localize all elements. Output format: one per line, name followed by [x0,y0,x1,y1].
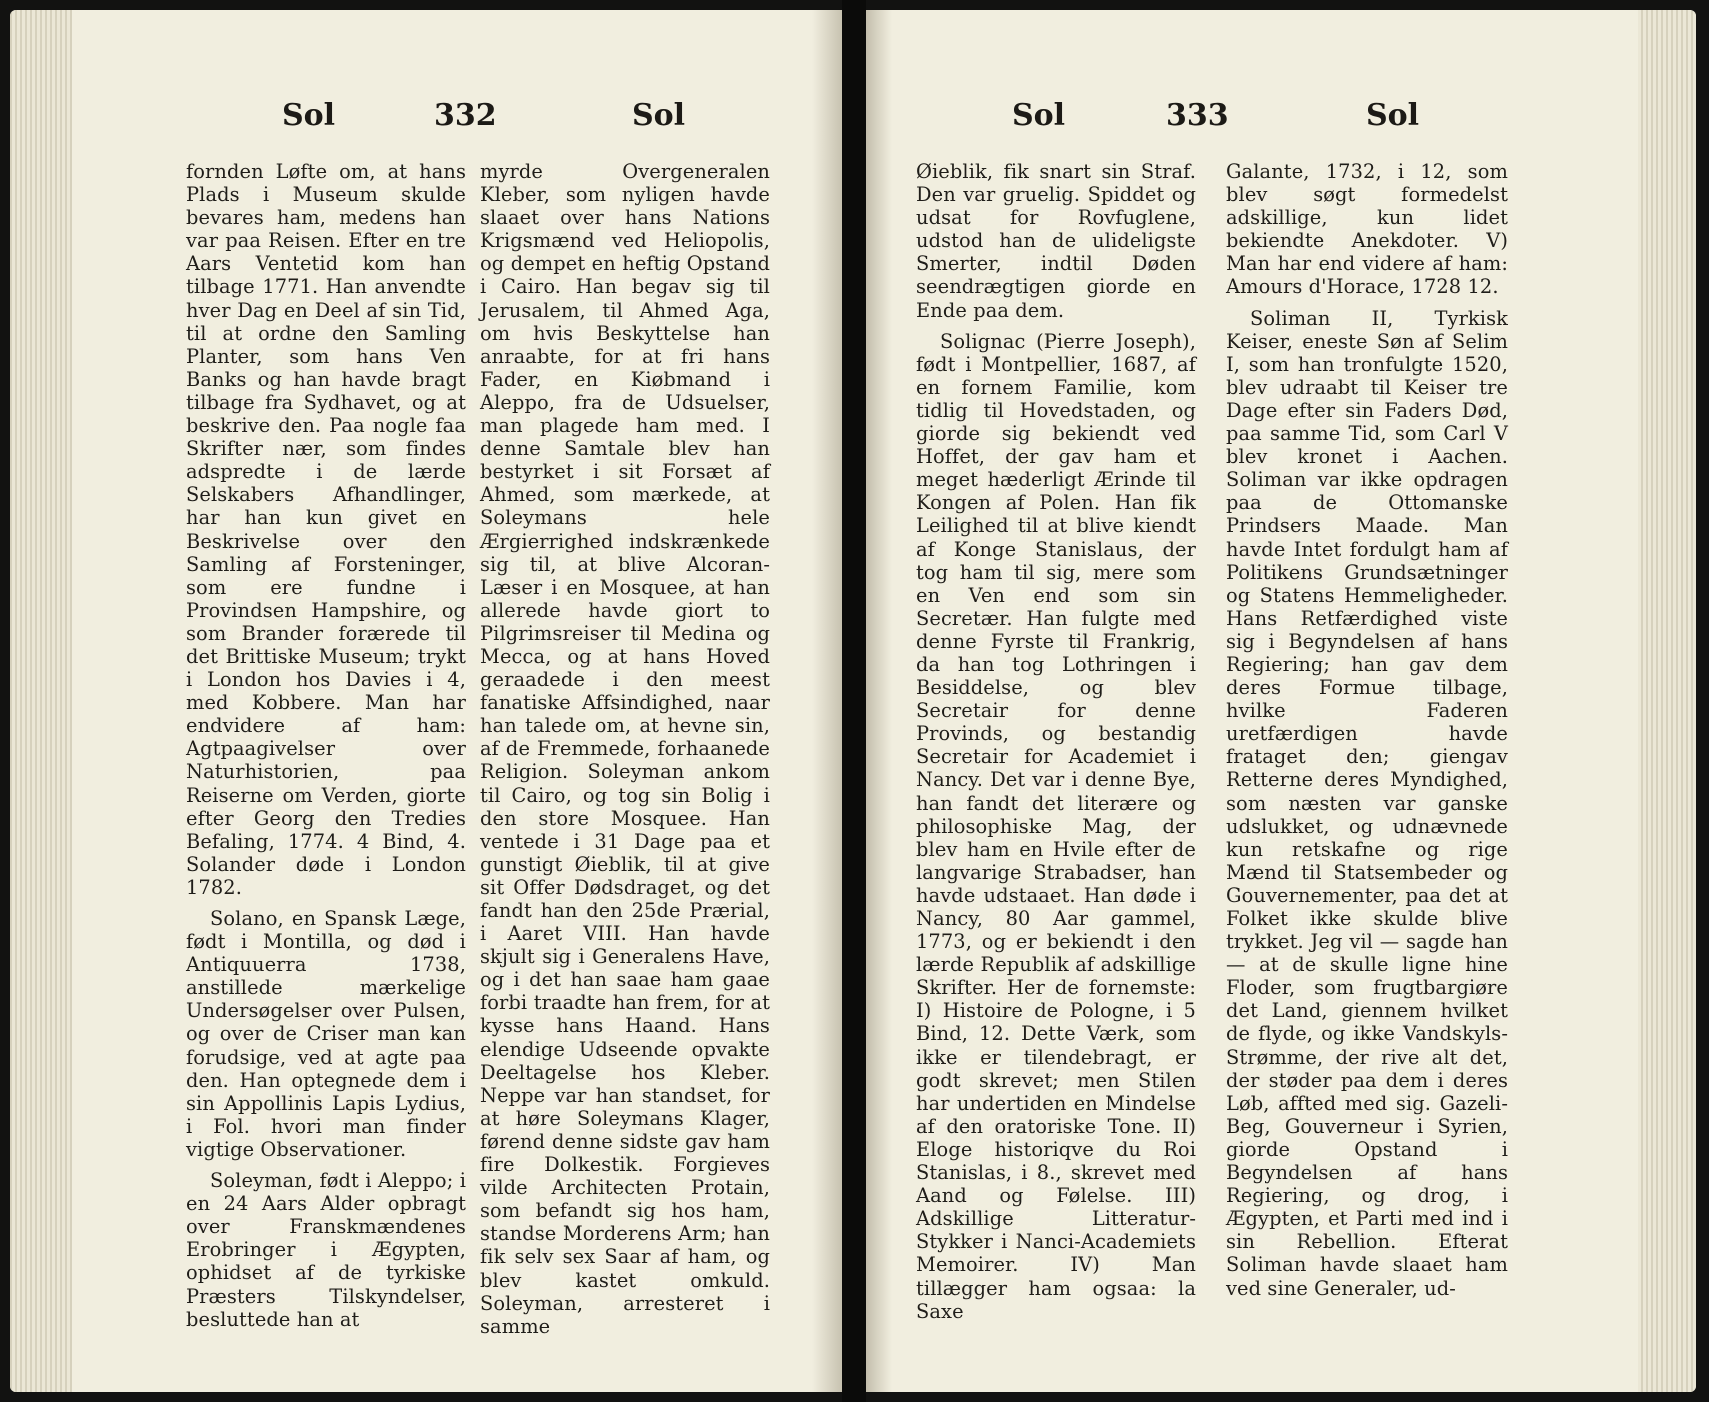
left-page-column-2 [480,160,770,1346]
entry-soliman: Soliman II, Tyrkisk Keiser, eneste Søn af Selim I, som han tronfulgte 1520, blev udraabt til Keiser tre Dage efter sin Faders Død, paa samme Tid, som Carl V blev kronet i Aachen. Soliman var ikke opdragen paa de Ottomanske Prindsers Maade. Man havde Intet fordulgt ham af Politikens Grundsætninger og Statens Hemmeligheder. Hans Retfærdighed viste sig i Begyndelsen af hans Regiering; han gav dem deres Formue tilbage, hvilke Faderen uretfærdigen havde frataget den; giengav Retterne deres Myndighed, som næsten var ganske udslukket, og udnævnede kun retskafne og rige Mænd til Statsembeder og Gouvernementer, paa det at Folket ikke skulde blive trykket. Jeg vil — sagde han — at de skulle ligne hine Floder, som frugtbargiøre det Land, giennem hvilket de flyde, og ikke Vandskyls-Strømme, der rive alt det, der støder paa dem i deres Løb, affted med sig. Gazeli-Beg, Gouverneur i Syrien, giorde Opstand i Begyndelsen af hans Regiering, og drog, i Ægypten, et Parti med ind i sin Rebellion. Efterat Soliman havde slaaet ham ved sine Generaler, ud- [1226,306,1508,1300]
right-page-header [866,98,1696,148]
running-head-left: Sol [1012,98,1066,133]
entry-solignac: Solignac (Pierre Joseph), født i Montpellier, 1687, af en fornem Familie, kom tidlig til Hovedstaden, og giorde sig bekiendt ved Hoffet, der gav ham et meget hæderligt Ærinde til Kongen af Polen. Han fik Leilighed til at blive kiendt af Konge Stanislaus, der tog ham til sig, mere som en Ven end som sin Secretær. Han fulgte med denne Fyrste til Frankrig, da han tog Lothringen i Besiddelse, og blev Secretair for denne Provinds, og bestandig Secretair for Academiet i Nancy. Det var i denne Bye, han fandt det literære og philosophiske Mag, der blev ham en Hvile efter de langvarige Strabadser, han havde udstaaet. Han døde i Nancy, 80 Aar gammel, 1773, og er bekiendt i den lærde Republik af adskillige Skrifter. Her de fornemste: I) Histoire de Pologne, i 5 Bind, 12. Dette Værk, som ikke er tilendebragt, er godt skrevet; men Stilen har undertiden en Mindelse af den oratoriske Tone. II) Eloge historiqve du Roi Stanislas, i 8., skrevet med Aand og Følelse. III) Adskillige Litteratur-Stykker i Nanci-Academiets Memoirer. IV) Man tillægger ham ogsaa: la Saxe [916,329,1196,1323]
paragraph: fornden Løfte om, at hans Plads i Museum skulde bevares ham, medens han var paa Reisen. Efter en tre Aars Ventetid kom han tilbage 1771. Han anvendte hver Dag en Deel af sin Tid, til at ordne den Samling Planter, som hans Ven Banks og han havde bragt tilbage fra Sydhavet, og at beskrive den. Paa nogle faa Skrifter nær, som findes adspredte i de lærde Selskabers Afhandlinger, har han kun givet en Beskrivelse over den Samling af Forsteninger, som ere fundne i Provindsen Hampshire, og som Brander forærede til det Brittiske Museum; trykt i London hos Davies i 4, med Kobbere. Man har endvidere af ham: Agtpaagivelser over Naturhistorien, paa Reiserne om Verden, giorte efter Georg den Tredies Befaling, 1774. 4 Bind, 4. Solander døde i London 1782. [186,160,466,899]
paragraph: myrde Overgeneralen Kleber, som nyligen havde slaaet over hans Nations Krigsmænd ved Heliopolis, og dempet en heftig Opstand i Cairo. Han begav sig til Jerusalem, til Ahmed Aga, om hvis Beskyttelse han anraabte, for at fri hans Fader, en Kiøbmand i Aleppo, fra de Udsuelser, man plagede ham med. I denne Samtale blev han bestyrket i sit Forsæt af Ahmed, som mærkede, at Soleymans hele Ærgierrighed indskrænkede sig til, at blive Alcoran-Læser i en Mosquee, at han allerede havde giort to Pilgrimsreiser til Medina og Mecca, og at hans Hoved geraadede i den meest fanatiske Affsindighed, naar han talede om, at hevne sin, af de Fremmede, forhaanede Religion. Soleyman ankom til Cairo, og tog sin Bolig i den store Mosquee. Han ventede i 31 Dage paa et gunstigt Øieblik, til at give sit Offer Dødsdraget, og det fandt han den 25de Prærial, i Aaret VIII. Han havde skjult sig i Generalens Have, og i det han saae ham gaae forbi traadte han frem, for at kysse hans Haand. Hans elendige Udseende opvakte Deeltagelse hos Kleber. Neppe var han standset, for at høre Soleymans Klager, førend denne sidste gav ham fire Dolkestik. Forgieves vilde Architecten Protain, som befandt sig hos ham, standse Morderens Arm; han fik selv sex Saar af ham, og blev kastet omkuld. Soleyman, arresteret i samme [480,160,770,1338]
paragraph: Galante, 1732, i 12, som blev søgt formedelst adskillige, kun lidet bekiendte Anekdoter. V) Man har end videre af ham: Amours d'Horace, 1728 12. [1226,160,1508,299]
paragraph: Øieblik, fik snart sin Straf. Den var gruelig. Spiddet og udsat for Rovfuglene, udstod han de ulideligste Smerter, indtil Døden seendrægtigen giorde en Ende paa dem. [916,160,1196,322]
scan-gutter [842,0,866,1402]
right-page-column-2 [1226,160,1508,1308]
left-page-column-1 [186,160,466,1339]
page-number: 332 [434,98,497,133]
entry-solano: Solano, en Spansk Læge, født i Montilla, og død i Antiquuerra 1738, anstillede mærkelige Undersøgelser over Pulsen, og over de Criser man kan forudsige, ved at agte paa den. Han optegnede dem i sin Appollinis Lapis Lydius, i Fol. hvori man finder vigtige Observationer. [186,907,466,1161]
left-page [10,10,842,1392]
running-head-right: Sol [632,98,686,133]
entry-soleyman: Soleyman, født i Aleppo; i en 24 Aars Alder opbragt over Franskmændenes Erobringer i Ægypten, ophidset af de tyrkiske Præsters Tilskyndelser, besluttede han at [186,1169,466,1331]
right-page-column-1 [916,160,1196,1331]
left-page-header [10,98,842,148]
running-head-left: Sol [282,98,336,133]
running-head-right: Sol [1366,98,1420,133]
page-number: 333 [1166,98,1229,133]
right-page [866,10,1696,1392]
